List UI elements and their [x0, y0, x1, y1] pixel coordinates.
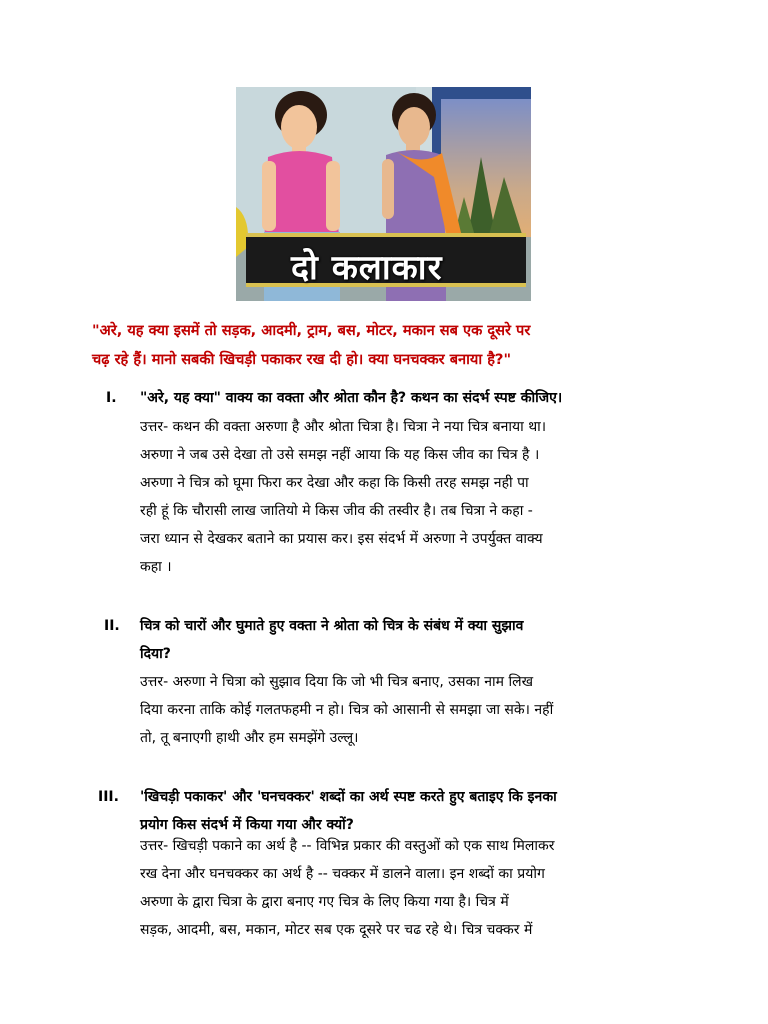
question-number: I.	[106, 390, 117, 406]
answer-line: रही हूं कि चौरासी लाख जातियो मे किस जीव की तस्वीर है। तब चित्रा ने कहा -	[140, 503, 533, 519]
story-quote	[92, 316, 677, 374]
answer-line: कहा ।	[140, 559, 172, 575]
question-text	[140, 384, 680, 412]
question-line: प्रयोग किस संदर्भ में किया गया और क्यों?	[140, 817, 354, 833]
illustration-art	[236, 87, 531, 301]
answer-line: सड़क, आदमी, बस, मकान, मोटर सब एक दूसरे पर चढ रहे थे। चित्र चक्कर में	[140, 922, 533, 938]
answer-line: रख देना और घनचक्कर का अर्थ है -- चक्कर में डालने वाला। इन शब्दों का प्रयोग	[140, 866, 545, 882]
answer-line: अरुणा ने चित्र को घूमा फिरा कर देखा और कहा कि किसी तरह समझ नही पा	[140, 475, 529, 491]
question-number: II.	[104, 618, 120, 634]
question-text	[140, 612, 680, 668]
question-line: दिया?	[140, 646, 171, 662]
banner-title: दो कलाकार	[291, 248, 443, 288]
question-line: चित्र को चारों और घुमाते हुए वक्ता ने श्रोता को चित्र के संबंध में क्या सुझाव	[140, 618, 524, 634]
answer-line: अरुणा ने जब उसे देखा तो उसे समझ नहीं आया कि यह किस जीव का चित्र है ।	[140, 447, 540, 463]
answer-line: जरा ध्यान से देखकर बताने का प्रयास कर। इस संदर्भ में अरुणा ने उपर्युक्त वाक्य	[140, 531, 543, 547]
question-number: III.	[98, 789, 119, 805]
answer-line: दिया करना ताकि कोई गलतफहमी न हो। चित्र को आसानी से समझा जा सके। नहीं	[140, 702, 554, 718]
question-line: "अरे, यह क्या" वाक्य का वक्ता और श्रोता कौन है? कथन का संदर्भ स्पष्ट कीजिए।	[140, 390, 563, 406]
question-line: 'खिचड़ी पकाकर' और 'घनचक्कर' शब्दों का अर्थ स्पष्ट करते हुए बताइए कि इनका	[140, 789, 557, 805]
answer-line: उत्तर- अरुणा ने चित्रा को सुझाव दिया कि जो भी चित्र बनाए, उसका नाम लिख	[140, 674, 534, 690]
quote-line: "अरे, यह क्या इसमें तो सड़क, आदमी, ट्राम, बस, मोटर, मकान सब एक दूसरे पर	[92, 322, 531, 339]
answer-text	[140, 832, 680, 944]
quote-line: चढ़ रहे हैं। मानो सबकी खिचड़ी पकाकर रख दी हो। क्या घनचक्कर बनाया है?"	[92, 351, 512, 368]
answer-line: उत्तर- खिचड़ी पकाने का अर्थ है -- विभिन्न प्रकार की वस्तुओं को एक साथ मिलाकर	[140, 838, 555, 854]
answer-text	[140, 413, 680, 581]
answer-line: उत्तर- कथन की वक्ता अरुणा है और श्रोता चित्रा है। चित्रा ने नया चित्र बनाया था।	[140, 419, 547, 435]
question-text	[140, 783, 680, 839]
story-illustration	[236, 87, 531, 301]
answer-line: तो, तू बनाएगी हाथी और हम समझेंगे उल्लू।	[140, 730, 359, 746]
answer-line: अरुणा के द्वारा चित्रा के द्वारा बनाए गए चित्र के लिए किया गया है। चित्र में	[140, 894, 509, 910]
answer-text	[140, 668, 680, 752]
